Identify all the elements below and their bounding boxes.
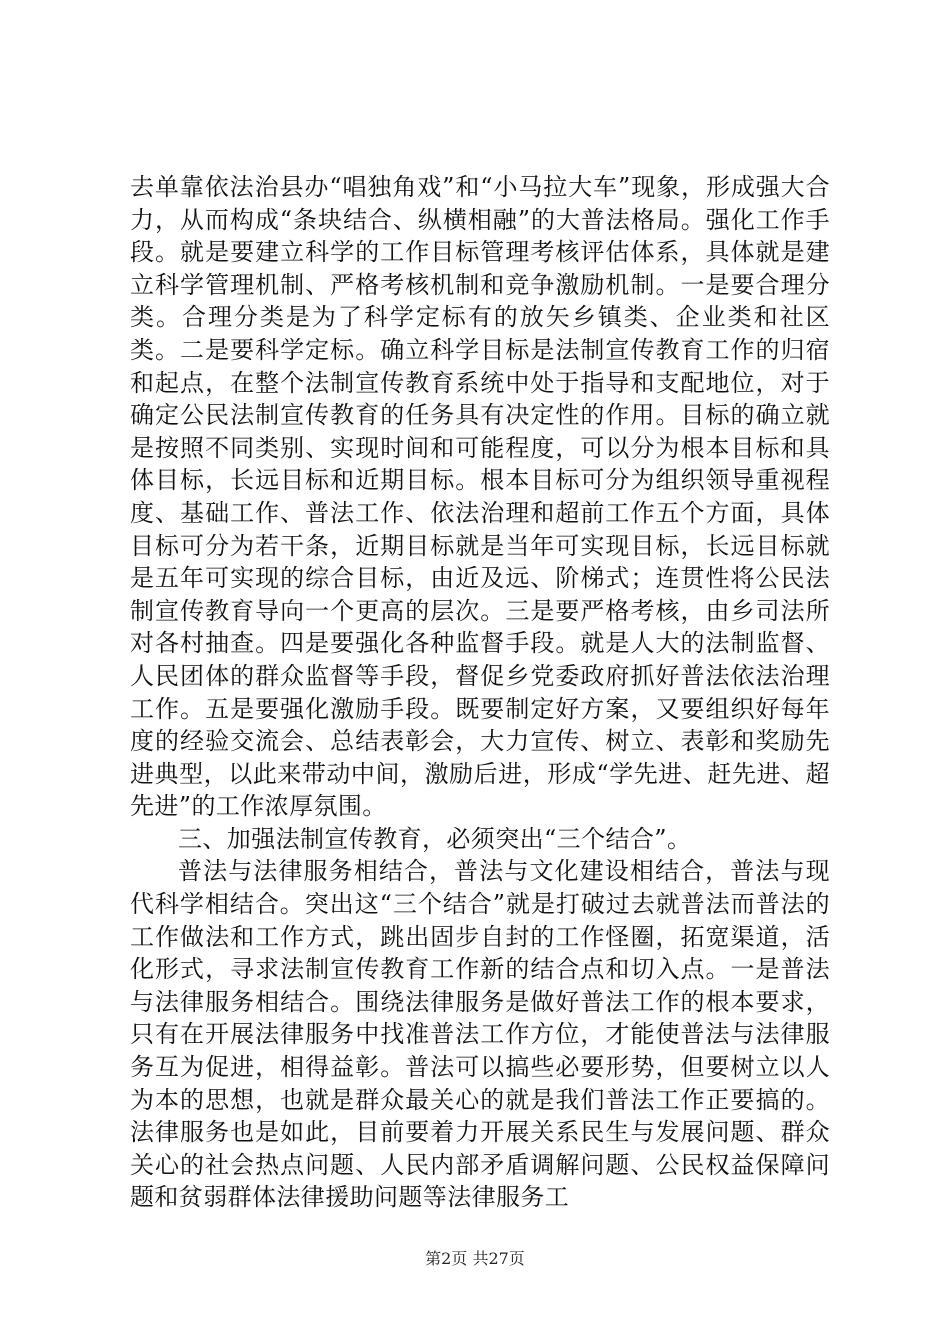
paragraph-continued: 去单靠依法治县办“唱独角戏”和“小马拉大车”现象，形成强大合力，从而构成“条块结合、纵横相融”的大普法格局。强化工作手段。就是要建立科学的工作目标管理考核评估体系，具体就是建立科学管理机制、严格考核机制和竞争激励机制。一是要合理分类。合理分类是为了科学定标有的放矢乡镇类、企业类和社区类。二是要科学定标。确立科学目标是法制宣传教育工作的归宿和起点，在整个法制宣传教育系统中处于指导和支配地位，对于确定公民法制宣传教育的任务具有决定性的作用。目标的确立就是按照不同类别、实现时间和可能程度，可以分为根本目标和具体目标，长远目标和近期目标。根本目标可分为组织领导重视程度、基础工作、普法工作、依法治理和超前工作五个方面，具体目标可分为若干条，近期目标就是当年可实现目标，长远目标就是五年可实现的综合目标，由近及远、阶梯式；连贯性将公民法制宣传教育导向一个更高的层次。三是要严格考核，由乡司法所对各村抽查。四是要强化各种监督手段。就是人大的法制监督、人民团体的群众监督等手段，督促乡党委政府抓好普法依法治理工作。五是要强化激励手段。既要制定好方案，又要组织好每年度的经验交流会、总结表彰会，大力宣传、树立、表彰和奖励先进典型，以此来带动中间，激励后进，形成“学先进、赶先进、超先进”的工作浓厚氛围。 <box>130 173 830 821</box>
document-body <box>130 171 830 1214</box>
section-heading-three-combinations: 三、加强法制宣传教育，必须突出“三个结合”。 <box>178 824 692 853</box>
page-number-footer: 第2页 共27页 <box>425 1249 525 1268</box>
paragraph-three-combinations: 普法与法律服务相结合，普法与文化建设相结合，普法与现代科学相结合。突出这“三个结合”就是打破过去就普法而普法的工作做法和工作方式，跳出固步自封的工作怪圈，拓宽渠道，活化形式，寻求法制宣传教育工作新的结合点和切入点。一是普法与法律服务相结合。围绕法律服务是做好普法工作的根本要求，只有在开展法律服务中找准普法工作方位，才能使普法与法律服务互为促进，相得益彰。普法可以搞些必要形势，但要树立以人为本的思想，也就是群众最关心的就是我们普法工作正要搞的。法律服务也是如此，目前要着力开展关系民生与发展问题、群众关心的社会热点问题、人民内部矛盾调解问题、公民权益保障问题和贫弱群体法律援助问题等法律服务工 <box>130 857 830 1212</box>
